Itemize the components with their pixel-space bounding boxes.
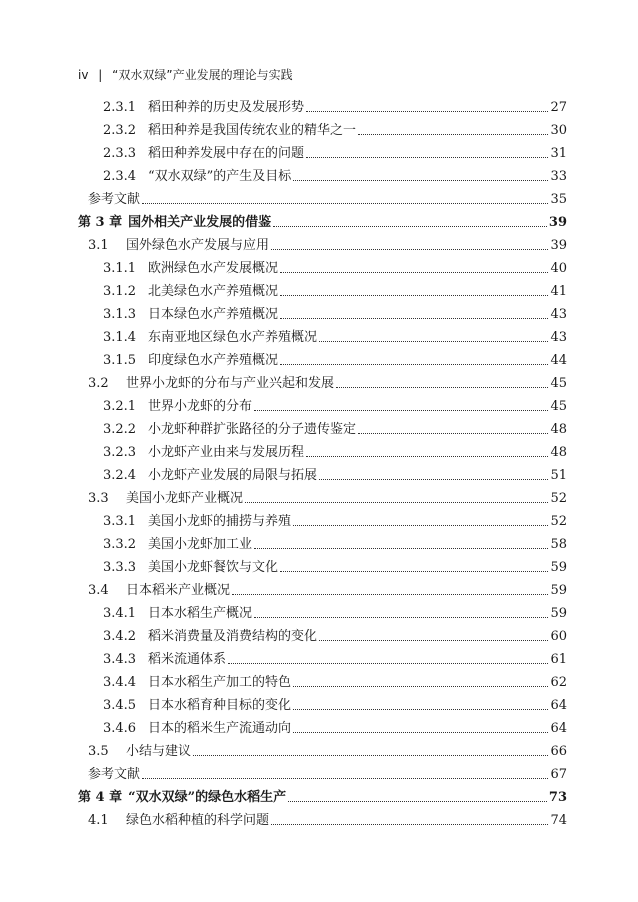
toc-entry-title: 稻米消费量及消费结构的变化: [148, 629, 318, 644]
dot-leader: [254, 410, 548, 411]
toc-subsection-entry[interactable]: [103, 556, 567, 576]
toc-subsection-entry[interactable]: [103, 464, 567, 484]
toc-entry-number: 3.1.3: [103, 307, 137, 322]
toc-entry-title: 稻田种养的历史及发展形势: [148, 100, 305, 115]
toc-entry-title: 小结与建议: [126, 744, 192, 759]
toc-page-number: 33: [550, 169, 567, 184]
toc-entry-title: 稻田种养发展中存在的问题: [148, 146, 305, 161]
toc-entry-number: 3.1.1: [103, 261, 137, 276]
toc-page-number: 39: [550, 238, 567, 253]
dot-leader: [232, 594, 548, 595]
toc-page-number: 27: [550, 100, 567, 115]
dot-leader: [228, 663, 548, 664]
dot-leader: [280, 272, 548, 273]
dot-leader: [306, 157, 548, 158]
dot-leader: [293, 732, 548, 733]
toc-entry-title: 日本绿色水产养殖概况: [148, 307, 279, 322]
toc-page-number: 43: [550, 330, 567, 345]
toc-entry-number: 3.4.3: [103, 652, 137, 667]
toc-entry-title: 欧洲绿色水产发展概况: [148, 261, 279, 276]
dot-leader: [254, 548, 548, 549]
toc-subsection-entry[interactable]: [103, 142, 567, 162]
toc-entry-number: 3.4.2: [103, 629, 137, 644]
toc-section-entry[interactable]: [88, 487, 567, 507]
toc-entry-number: 第 3 章: [78, 215, 123, 230]
toc-subsection-entry[interactable]: [103, 694, 567, 714]
toc-entry-number: 3.3.1: [103, 514, 137, 529]
toc-entry-title: 参考文献: [88, 192, 141, 207]
toc-entry-number: 3.2.3: [103, 445, 137, 460]
toc-page-number: 60: [550, 629, 567, 644]
toc-subsection-entry[interactable]: [103, 326, 567, 346]
dot-leader: [319, 479, 548, 480]
dot-leader: [358, 134, 548, 135]
toc-entry-title: 国外绿色水产发展与应用: [126, 238, 270, 253]
toc-page-number: 59: [550, 606, 567, 621]
toc-entry-title: 东南亚地区绿色水产养殖概况: [148, 330, 318, 345]
toc-section-entry[interactable]: [88, 234, 567, 254]
toc-entry-number: 3.5: [88, 744, 109, 759]
toc-entry-title: 美国小龙虾的捕捞与养殖: [148, 514, 292, 529]
dot-leader: [271, 249, 548, 250]
toc-entry-number: 3.3: [88, 491, 109, 506]
toc-section-entry[interactable]: [88, 809, 567, 829]
toc-entry-number: 3.4: [88, 583, 109, 598]
toc-entry-title: 美国小龙虾产业概况: [126, 491, 244, 506]
toc-entry-title: 参考文献: [88, 767, 141, 782]
toc-entry-number: 3.3.2: [103, 537, 137, 552]
toc-entry-title: 世界小龙虾的分布与产业兴起和发展: [126, 376, 335, 391]
dot-leader: [280, 571, 548, 572]
toc-page-number: 59: [550, 560, 567, 575]
toc-subsection-entry[interactable]: [103, 717, 567, 737]
toc-entry-title: 日本水稻育种目标的变化: [148, 698, 292, 713]
toc-page-number: 35: [550, 192, 567, 207]
toc-subsection-entry[interactable]: [103, 648, 567, 668]
toc-page-number: 51: [550, 468, 567, 483]
toc-entry-number: 3.4.6: [103, 721, 137, 736]
toc-subsection-entry[interactable]: [103, 418, 567, 438]
toc-chapter-entry[interactable]: [78, 211, 567, 231]
toc-page-number: 45: [550, 399, 567, 414]
dot-leader: [358, 433, 548, 434]
toc-entry-number: 2.3.1: [103, 100, 137, 115]
toc-page-number: 40: [550, 261, 567, 276]
toc-entry-number: 2.3.2: [103, 123, 137, 138]
toc-entry-number: 3.1.5: [103, 353, 137, 368]
toc-subsection-entry[interactable]: [103, 395, 567, 415]
toc-page-number: 43: [550, 307, 567, 322]
dot-leader: [293, 180, 548, 181]
toc-entry-number: 3.2.2: [103, 422, 137, 437]
dot-leader: [288, 801, 547, 802]
toc-entry-title: 日本稻米产业概况: [126, 583, 231, 598]
toc-entry-number: 3.2.4: [103, 468, 137, 483]
dot-leader: [254, 617, 548, 618]
toc-subsection-entry[interactable]: [103, 257, 567, 277]
toc-entry-title: 稻米流通体系: [148, 652, 227, 667]
toc-subsection-entry[interactable]: [103, 165, 567, 185]
toc-page-number: 31: [550, 146, 567, 161]
toc-entry-number: 3.2: [88, 376, 109, 391]
toc-entry-title: “双水双绿”的绿色水稻生产: [128, 790, 287, 805]
toc-entry-number: 2.3.4: [103, 169, 137, 184]
toc-page-number: 52: [550, 514, 567, 529]
toc-entry-title: “双水双绿”的产生及目标: [148, 169, 292, 184]
dot-leader: [142, 778, 548, 779]
toc-page-number: 48: [550, 445, 567, 460]
toc-entry-number: 3.1.2: [103, 284, 137, 299]
page-number: iv: [78, 68, 89, 82]
toc-page-number: 74: [550, 813, 567, 828]
toc-subsection-entry[interactable]: [103, 119, 567, 139]
toc-subsection-entry[interactable]: [103, 96, 567, 116]
toc-page-number: 39: [548, 215, 567, 230]
toc-entry-title: 小龙虾产业发展的局限与拓展: [148, 468, 318, 483]
toc-subsection-entry[interactable]: [103, 441, 567, 461]
dot-leader: [319, 341, 548, 342]
toc-entry-title: 日本水稻生产加工的特色: [148, 675, 292, 690]
toc-entry-title: 日本水稻生产概况: [148, 606, 253, 621]
toc-subsection-entry[interactable]: [103, 510, 567, 530]
toc-references-entry[interactable]: [88, 763, 567, 783]
dot-leader: [293, 525, 548, 526]
toc-page-number: 59: [550, 583, 567, 598]
toc-entry-number: 3.4.4: [103, 675, 137, 690]
toc-entry-title: 美国小龙虾加工业: [148, 537, 253, 552]
toc-entry-number: 3.1.4: [103, 330, 137, 345]
toc-section-entry[interactable]: [88, 740, 567, 760]
toc-subsection-entry[interactable]: [103, 602, 567, 622]
toc-entry-title: 稻田种养是我国传统农业的精华之一: [148, 123, 357, 138]
toc-entry-number: 第 4 章: [78, 790, 123, 805]
dot-leader: [306, 111, 548, 112]
toc-page-number: 45: [550, 376, 567, 391]
toc-entry-number: 3.4.1: [103, 606, 137, 621]
toc-page-number: 48: [550, 422, 567, 437]
toc-subsection-entry[interactable]: [103, 533, 567, 553]
toc-entry-title: 北美绿色水产养殖概况: [148, 284, 279, 299]
dot-leader: [193, 755, 548, 756]
dot-leader: [293, 709, 548, 710]
header-separator: |: [98, 68, 103, 82]
toc-entry-title: 小龙虾种群扩张路径的分子遗传鉴定: [148, 422, 357, 437]
toc-page-number: 66: [550, 744, 567, 759]
dot-leader: [273, 226, 547, 227]
toc-page-number: 30: [550, 123, 567, 138]
toc-entry-number: 3.2.1: [103, 399, 137, 414]
dot-leader: [271, 824, 548, 825]
toc-page-number: 52: [550, 491, 567, 506]
toc-entry-title: 小龙虾产业由来与发展历程: [148, 445, 305, 460]
book-title: “双水双绿”产业发展的理论与实践: [112, 68, 293, 82]
toc-section-entry[interactable]: [88, 372, 567, 392]
toc-entry-number: 3.4.5: [103, 698, 137, 713]
dot-leader: [293, 686, 548, 687]
toc-entry-title: 世界小龙虾的分布: [148, 399, 253, 414]
toc-entry-title: 美国小龙虾餐饮与文化: [148, 560, 279, 575]
toc-entry-title: 国外相关产业发展的借鉴: [128, 215, 272, 230]
toc-section-entry[interactable]: [88, 579, 567, 599]
toc-chapter-entry[interactable]: [78, 786, 567, 806]
toc-page-number: 64: [550, 721, 567, 736]
toc-page-number: 62: [550, 675, 567, 690]
toc-page-number: 61: [550, 652, 567, 667]
toc-page-number: 64: [550, 698, 567, 713]
toc-entry-number: 3.3.3: [103, 560, 137, 575]
toc-subsection-entry[interactable]: [103, 303, 567, 323]
dot-leader: [280, 295, 548, 296]
toc-subsection-entry[interactable]: [103, 280, 567, 300]
dot-leader: [306, 456, 548, 457]
toc-entry-number: 2.3.3: [103, 146, 137, 161]
toc-page-number: 58: [550, 537, 567, 552]
toc-page-number: 44: [550, 353, 567, 368]
toc-subsection-entry[interactable]: [103, 349, 567, 369]
toc-entry-title: 日本的稻米生产流通动向: [148, 721, 292, 736]
toc-subsection-entry[interactable]: [103, 671, 567, 691]
toc-references-entry[interactable]: [88, 188, 567, 208]
dot-leader: [142, 203, 548, 204]
running-header: [78, 66, 293, 82]
toc-entry-title: 印度绿色水产养殖概况: [148, 353, 279, 368]
toc-subsection-entry[interactable]: [103, 625, 567, 645]
dot-leader: [245, 502, 548, 503]
toc-page-number: 73: [548, 790, 567, 805]
dot-leader: [336, 387, 548, 388]
dot-leader: [319, 640, 548, 641]
dot-leader: [280, 318, 548, 319]
toc-page-number: 67: [550, 767, 567, 782]
toc-entry-number: 4.1: [88, 813, 109, 828]
toc-entry-number: 3.1: [88, 238, 109, 253]
dot-leader: [280, 364, 548, 365]
toc-page-number: 41: [550, 284, 567, 299]
toc-entry-title: 绿色水稻种植的科学问题: [126, 813, 270, 828]
